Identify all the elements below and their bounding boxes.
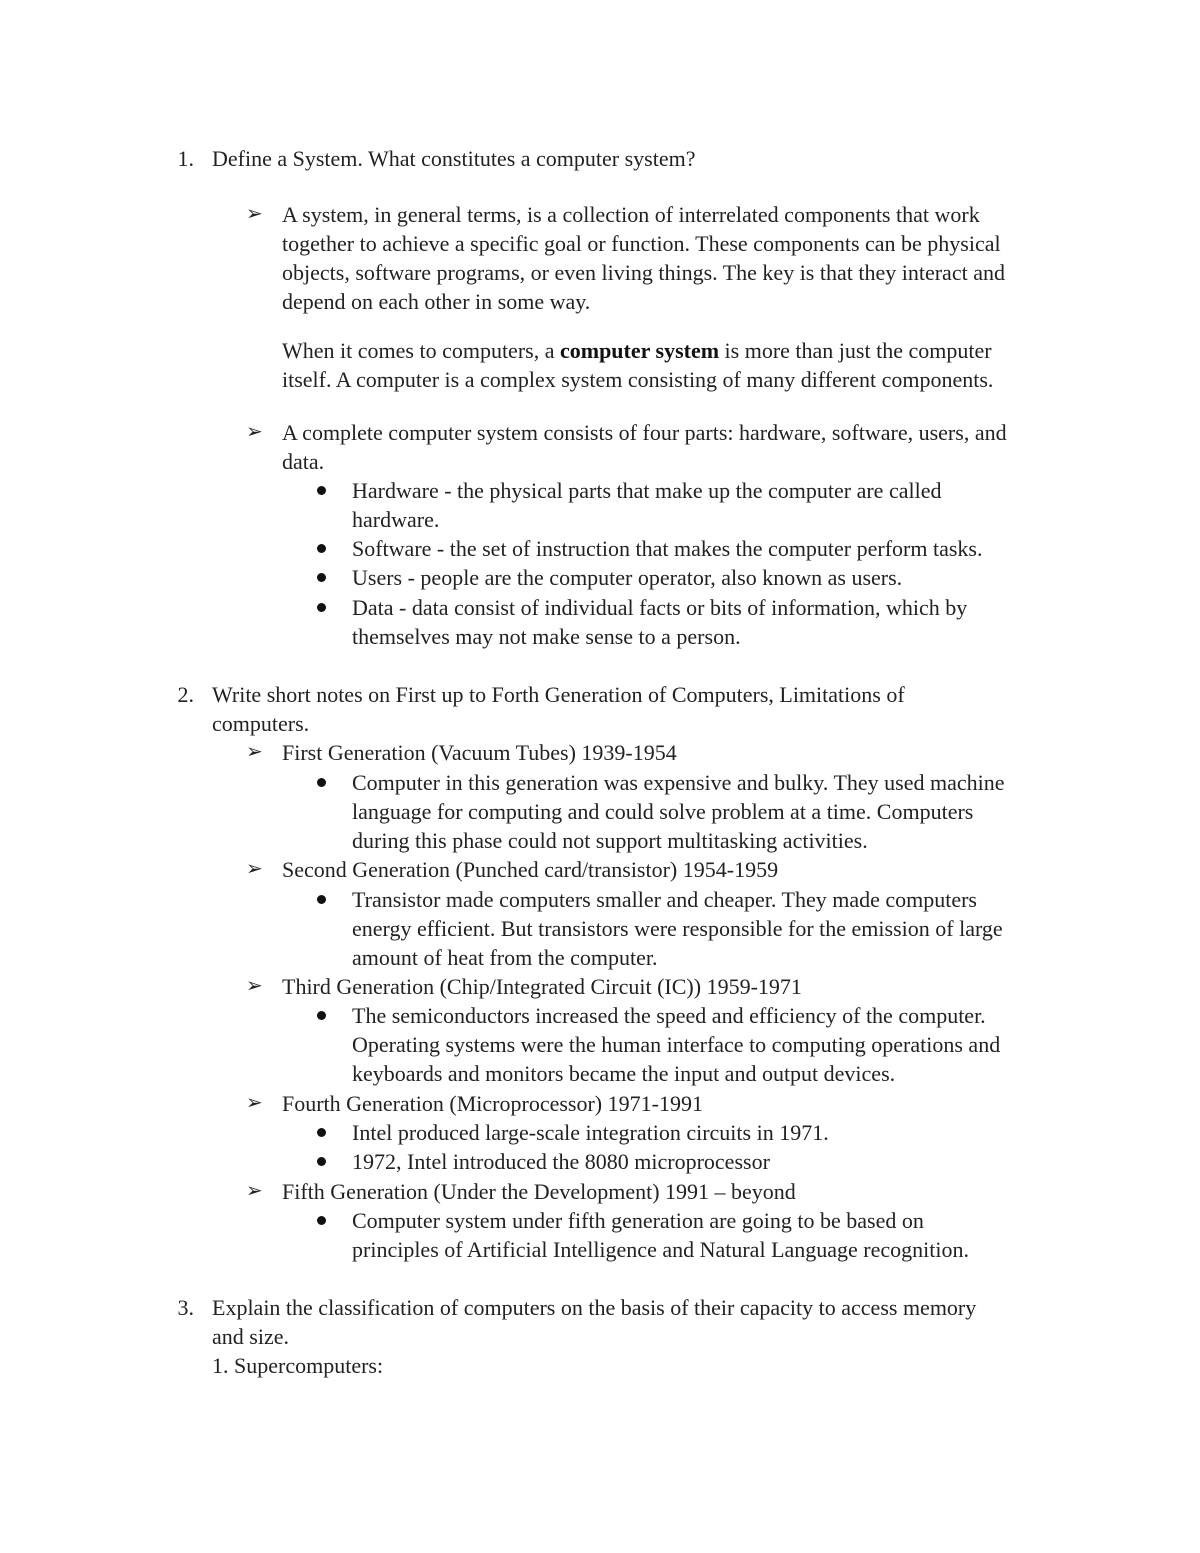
text-line: When it comes to computers, a computer system is more than just the computer	[282, 338, 992, 363]
text-line: objects, software programs, or even living things. The key is that they interact and	[282, 260, 1005, 285]
question-number: 1.	[177, 146, 194, 171]
list-item: Computer system under fifth generation are going to be based on principles of Artificial Intelligence and Natural Language recognition.	[352, 1208, 969, 1262]
list-item: Users - people are the computer operator, also known as users.	[352, 565, 903, 590]
round-bullet-icon	[316, 593, 330, 607]
text-line: depend on each other in some way.	[282, 289, 591, 314]
list-item: Transistor made computers smaller and cheaper. They made computers energy efficient. But transistors were responsible for the emission of large amount of heat from the computer.	[352, 887, 1003, 970]
question-number: 3.	[177, 1295, 194, 1320]
text-line: A complete computer system consists of four parts: hardware, software, users, and	[282, 420, 1007, 445]
arrow-bullet-icon: ➢	[246, 858, 263, 880]
arrow-bullet-icon: ➢	[246, 203, 263, 225]
answer-paragraph	[282, 418, 1082, 476]
text-line: data.	[282, 449, 325, 474]
arrow-bullet-icon: ➢	[246, 741, 263, 763]
round-bullet-icon	[316, 1206, 330, 1220]
question-text: Explain the classification of computers on the basis of their capacity to access memory and size. 1. Supercomputers:	[212, 1293, 1092, 1380]
list-item: Computer in this generation was expensive and bulky. They used machine language for computing and could solve problem at a time. Computers during this phase could not support multitasking activities.	[352, 770, 1005, 853]
text-line: A system, in general terms, is a collection of interrelated components that work	[282, 202, 980, 227]
generation-title: Second Generation (Punched card/transistor) 1954-1959	[282, 857, 779, 882]
generation-title: Fifth Generation (Under the Development) 1991 – beyond	[282, 1179, 796, 1204]
answer-paragraph	[282, 336, 1082, 394]
round-bullet-icon	[316, 1147, 330, 1161]
round-bullet-icon	[316, 768, 330, 782]
list-item: 1972, Intel introduced the 8080 microprocessor	[352, 1149, 770, 1174]
arrow-bullet-icon: ➢	[246, 975, 263, 997]
round-bullet-icon	[316, 885, 330, 899]
round-bullet-icon	[316, 1118, 330, 1132]
answer-paragraph	[282, 200, 1082, 316]
question-text: Define a System. What constitutes a computer system?	[212, 146, 696, 171]
text-line: together to achieve a specific goal or function. These components can be physical	[282, 231, 1001, 256]
arrow-bullet-icon: ➢	[246, 1180, 263, 1202]
round-bullet-icon	[316, 563, 330, 577]
text-line: itself. A computer is a complex system consisting of many different components.	[282, 367, 994, 392]
list-item: Hardware - the physical parts that make up the computer are called hardware.	[352, 478, 942, 532]
generation-title: Third Generation (Chip/Integrated Circuit (IC)) 1959-1971	[282, 974, 802, 999]
question-text: Write short notes on First up to Forth Generation of Computers, Limitations of computers.	[212, 682, 905, 736]
bold-term: computer system	[559, 338, 720, 363]
round-bullet-icon	[316, 476, 330, 490]
generation-title: Fourth Generation (Microprocessor) 1971-1991	[282, 1091, 703, 1116]
list-item: Intel produced large-scale integration circuits in 1971.	[352, 1120, 829, 1145]
arrow-bullet-icon: ➢	[246, 1092, 263, 1114]
arrow-bullet-icon: ➢	[246, 421, 263, 443]
list-item: Data - data consist of individual facts or bits of information, which by themselves may not make sense to a person.	[352, 595, 968, 649]
generation-title: First Generation (Vacuum Tubes) 1939-1954	[282, 740, 677, 765]
round-bullet-icon	[316, 1001, 330, 1015]
list-item: Software - the set of instruction that makes the computer perform tasks.	[352, 536, 983, 561]
list-item: The semiconductors increased the speed and efficiency of the computer. Operating systems were the human interface to computing operations and keyboards and monitors became the input and output devices.	[352, 1003, 1001, 1086]
round-bullet-icon	[316, 534, 330, 548]
question-number: 2.	[177, 682, 194, 707]
sub-heading: 1. Supercomputers:	[212, 1353, 384, 1378]
